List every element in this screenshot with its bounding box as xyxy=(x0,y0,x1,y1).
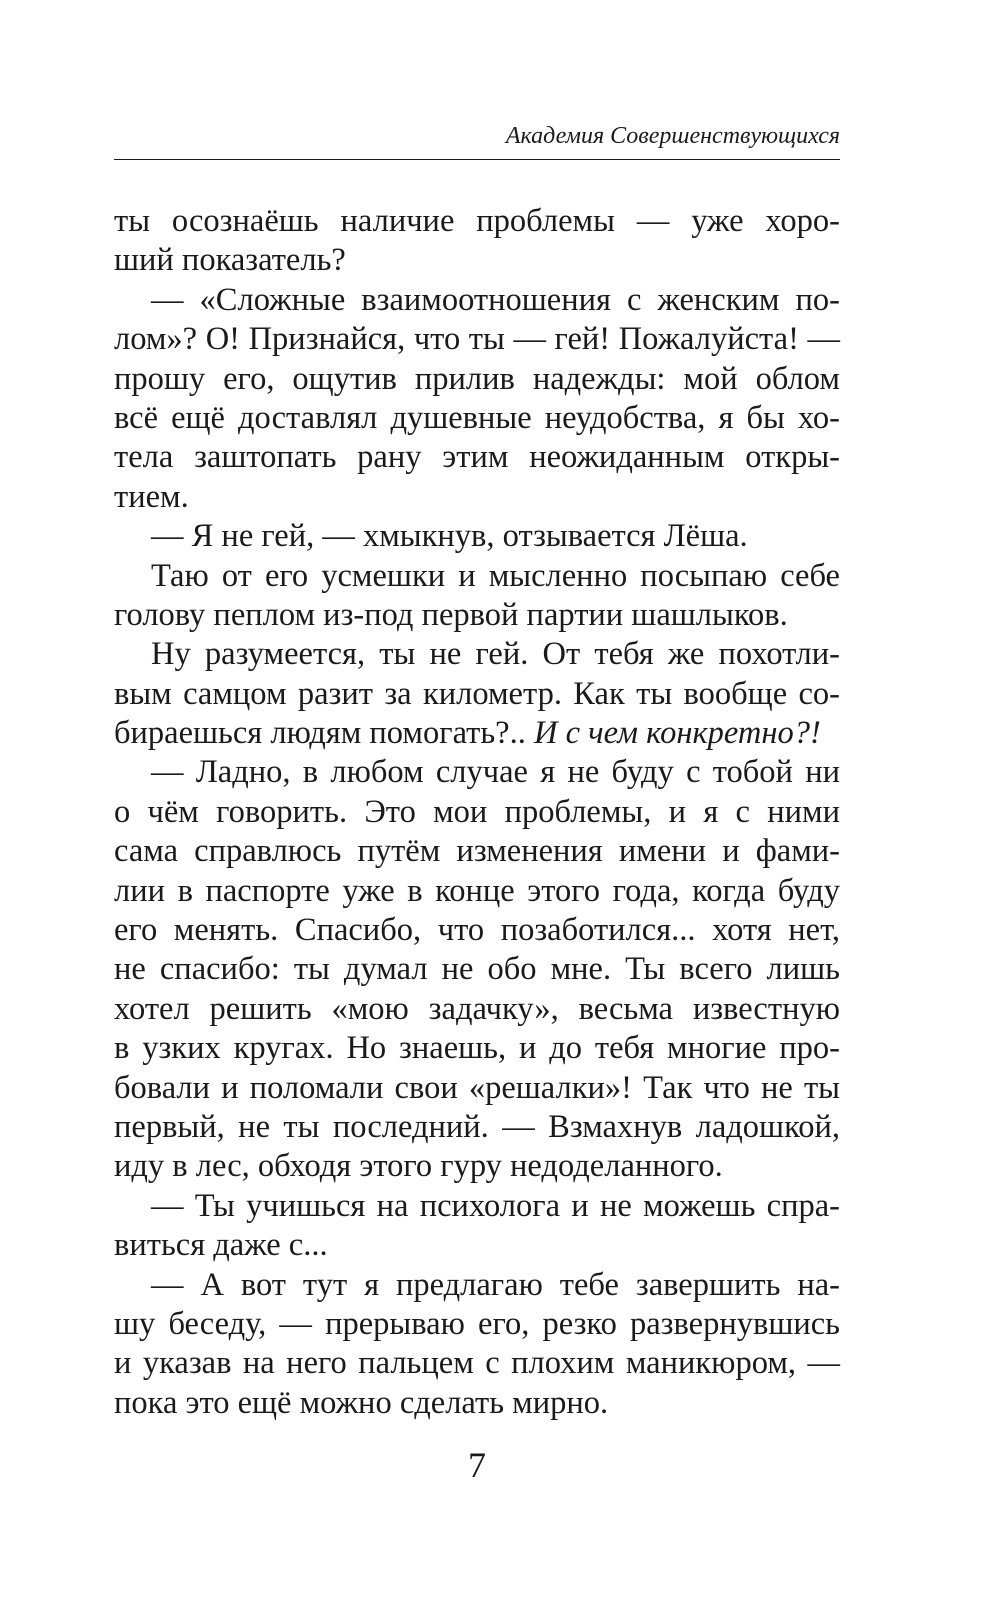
text-line: пока это ещё можно сделать мирно. xyxy=(114,1384,609,1421)
text-fragment: бираешься людям помогать?.. xyxy=(114,715,526,752)
text-line: вым самцом разит за километр. Как ты вообще со- xyxy=(114,675,840,712)
text-line: — Я не гей, — хмыкнув, отзывается Лёша. xyxy=(151,518,748,555)
text-line: его менять. Спасибо, что позаботился... хотя нет, xyxy=(114,912,840,949)
text-line: голову пеплом из-под первой партии шашлыков. xyxy=(114,596,788,633)
text-line: всё ещё доставлял душевные неудобства, я бы хо- xyxy=(114,399,840,436)
text-line: тием. xyxy=(114,478,189,515)
text-line: прошу его, ощутив прилив надежды: мой облом xyxy=(114,360,840,397)
text-line: в узких кругах. Но знаешь, и до тебя многие про- xyxy=(114,1030,840,1067)
text-line: — Ты учишься на психолога и не можешь спра- xyxy=(151,1187,840,1224)
text-line: бовали и поломали свои «решалки»! Так что не ты xyxy=(114,1069,840,1106)
page-number: 7 xyxy=(468,1445,486,1485)
text-line: виться даже с... xyxy=(114,1227,328,1264)
text-line: — «Сложные взаимоотношения с женским по- xyxy=(151,281,840,318)
text-line: тела заштопать рану этим неожиданным откры- xyxy=(114,439,840,476)
text-line: ший показатель? xyxy=(114,242,346,279)
text-line: первый, не ты последний. — Взмахнув ладошкой, xyxy=(114,1108,840,1145)
text-line: о чём говорить. Это мои проблемы, и я с ними xyxy=(114,793,840,830)
text-line xyxy=(114,714,840,753)
italic-thought: И с чем конкретно?! xyxy=(533,715,821,752)
header-rule xyxy=(114,159,840,160)
text-line: и указав на него пальцем с плохим маникюром, — xyxy=(114,1345,840,1382)
text-line: Таю от его усмешки и мысленно посыпаю себе xyxy=(151,557,840,594)
page-body xyxy=(114,202,840,1423)
running-header xyxy=(114,121,840,151)
text-line: не спасибо: ты думал не обо мне. Ты всего лишь xyxy=(114,951,840,988)
text-line: ты осознаёшь наличие проблемы — уже хоро- xyxy=(114,203,840,239)
text-line: лом»? О! Признайся, что ты — гей! Пожалуйста! — xyxy=(114,321,840,358)
text-line: иду в лес, обходя этого гуру недоделанного. xyxy=(114,1148,723,1185)
text-line: сама справлюсь путём изменения имени и фами- xyxy=(114,833,840,870)
running-title: Академия Совершенствующихся xyxy=(505,123,840,149)
text-line: шу беседу, — прерываю его, резко развернувшись xyxy=(114,1305,840,1342)
text-line: Ну разумеется, ты не гей. От тебя же похотли- xyxy=(151,636,840,673)
text-line: лии в паспорте уже в конце этого года, когда буду xyxy=(114,872,840,909)
text-line: хотел решить «мою задачку», весьма известную xyxy=(114,990,840,1027)
text-line: — А вот тут я предлагаю тебе завершить на- xyxy=(151,1266,840,1303)
text-line: — Ладно, в любом случае я не буду с тобой ни xyxy=(151,754,840,791)
